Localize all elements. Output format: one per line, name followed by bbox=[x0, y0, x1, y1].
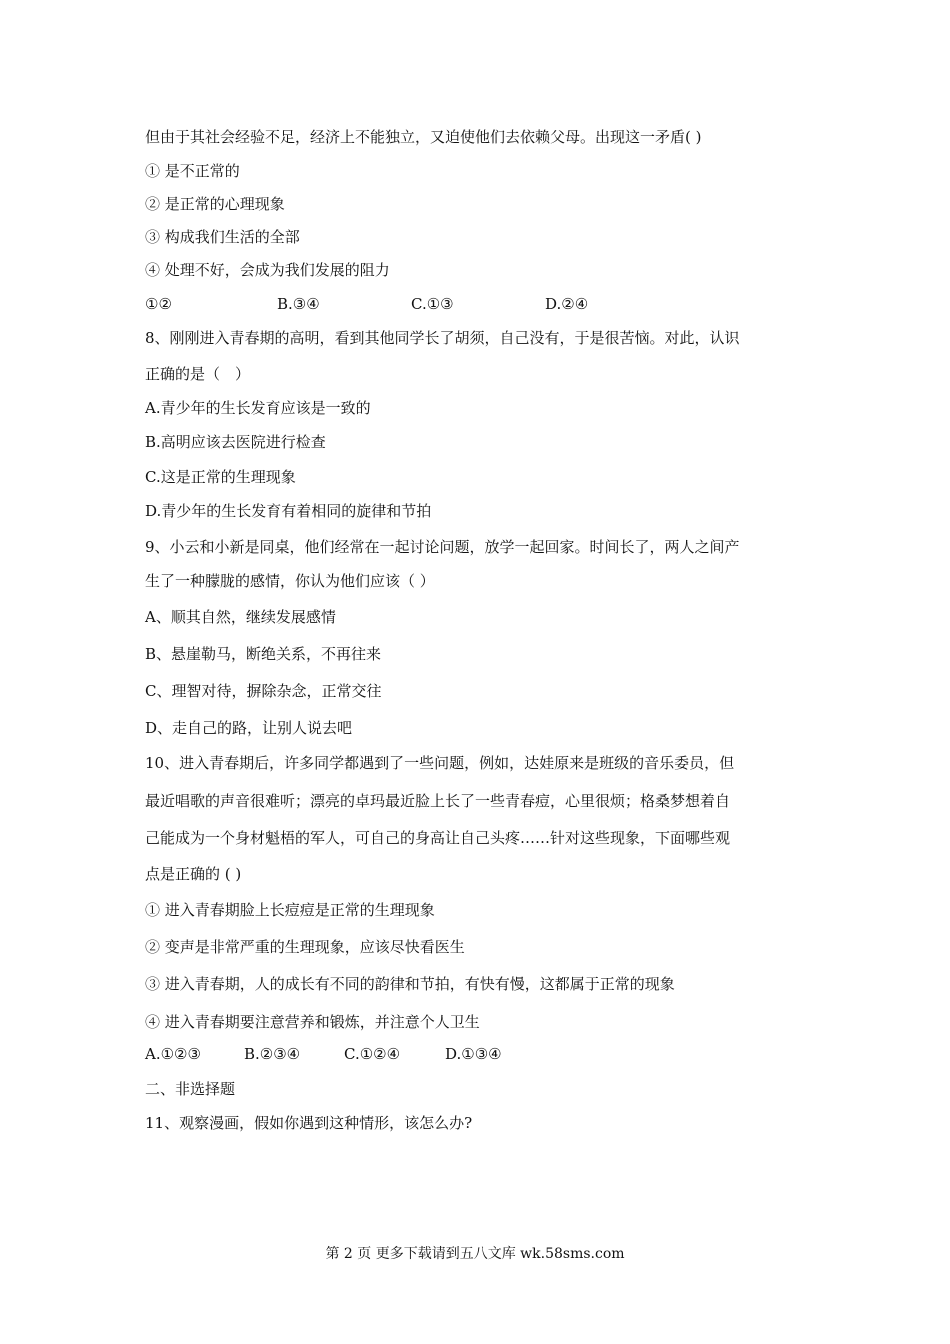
section-heading: 二、非选择题 bbox=[145, 1080, 236, 1098]
q8-option-c: C.这是正常的生理现象 bbox=[145, 468, 296, 486]
q10-statement-3: ③ 进入青春期，人的成长有不同的韵律和节拍，有快有慢，这都属于正常的现象 bbox=[145, 975, 675, 993]
q7-statement-1: ① 是不正常的 bbox=[145, 162, 240, 180]
q10-option-a: A.①②③ bbox=[145, 1045, 201, 1063]
q9-option-b: B、悬崖勒马，断绝关系，不再往来 bbox=[145, 645, 382, 663]
q7-stem-continued: 但由于其社会经验不足，经济上不能独立，又迫使他们去依赖父母。出现这一矛盾( ) bbox=[145, 128, 702, 146]
q7-option-b: B.③④ bbox=[277, 295, 320, 313]
q10-stem-line-2: 最近唱歌的声音很难听；漂亮的卓玛最近脸上长了一些青春痘，心里很烦；格桑梦想着自 bbox=[145, 792, 731, 810]
q7-statement-2: ② 是正常的心理现象 bbox=[145, 195, 285, 213]
q10-statement-1: ① 进入青春期脸上长痘痘是正常的生理现象 bbox=[145, 901, 435, 919]
q10-statement-4: ④ 进入青春期要注意营养和锻炼，并注意个人卫生 bbox=[145, 1013, 480, 1031]
q9-stem-line-2: 生了一种朦胧的感情，你认为他们应该（ ） bbox=[145, 572, 435, 590]
q11-stem: 11、观察漫画，假如你遇到这种情形，该怎么办? bbox=[145, 1114, 473, 1132]
q7-option-c: C.①③ bbox=[411, 295, 454, 313]
q10-option-c: C.①②④ bbox=[344, 1045, 401, 1063]
q10-statement-2: ② 变声是非常严重的生理现象，应该尽快看医生 bbox=[145, 938, 465, 956]
q7-option-a: ①② bbox=[145, 295, 172, 313]
q7-statement-3: ③ 构成我们生活的全部 bbox=[145, 228, 300, 246]
q9-option-c: C、理智对待，摒除杂念，正常交往 bbox=[145, 682, 382, 700]
q10-stem-line-3: 己能成为一个身材魁梧的军人，可自己的身高让自己头疼……针对这些现象，下面哪些观 bbox=[145, 829, 731, 847]
q8-option-a: A.青少年的生长发育应该是一致的 bbox=[145, 399, 371, 417]
page-footer: 第 2 页 更多下载请到五八文库 wk.58sms.com bbox=[325, 1246, 625, 1262]
q8-stem-line-2: 正确的是（ ） bbox=[145, 365, 251, 383]
q7-option-d: D.②④ bbox=[545, 295, 589, 313]
q10-stem-line-4: 点是正确的 ( ) bbox=[145, 865, 242, 883]
q10-stem-line-1: 10、进入青春期后，许多同学都遇到了一些问题，例如，达娃原来是班级的音乐委员，但 bbox=[145, 754, 735, 772]
q9-stem-line-1: 9、小云和小新是同桌，他们经常在一起讨论问题，放学一起回家。时间长了，两人之间产 bbox=[145, 538, 740, 556]
q10-option-d: D.①③④ bbox=[445, 1045, 502, 1063]
q9-option-d: D、走自己的路，让别人说去吧 bbox=[145, 719, 353, 737]
q8-option-b: B.高明应该去医院进行检查 bbox=[145, 433, 326, 451]
q7-statement-4: ④ 处理不好，会成为我们发展的阻力 bbox=[145, 261, 390, 279]
q8-stem-line-1: 8、刚刚进入青春期的高明，看到其他同学长了胡须，自己没有，于是很苦恼。对此，认识 bbox=[145, 329, 740, 347]
q10-option-b: B.②③④ bbox=[244, 1045, 301, 1063]
q8-option-d: D.青少年的生长发育有着相同的旋律和节拍 bbox=[145, 502, 432, 520]
q9-option-a: A、顺其自然，继续发展感情 bbox=[145, 608, 336, 626]
